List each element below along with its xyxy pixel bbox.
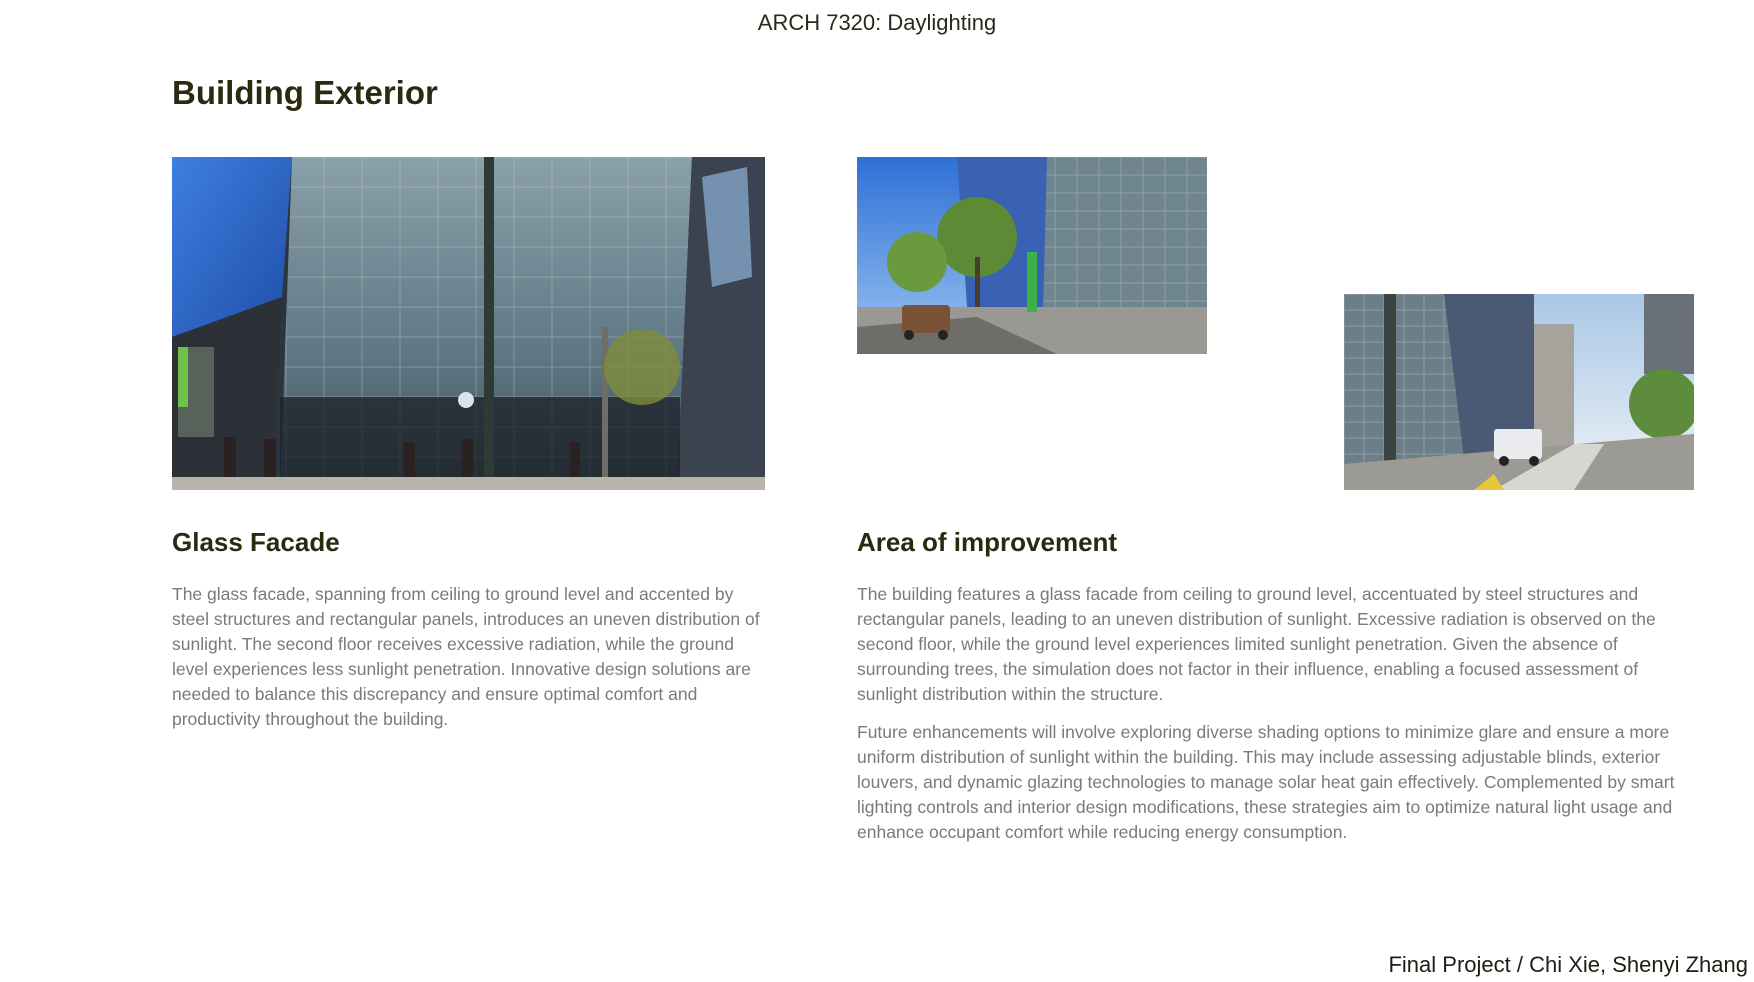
street-view-image [857, 157, 1207, 354]
glass-facade-text: The glass facade, spanning from ceiling to ground level and accented by steel structures and rectangular panels, introduces an uneven distribution of sunlight. The second floor receives excessive radiation, while the ground level experiences less sunlight penetration. Innovative design solutions are needed to balance this discrepancy and ensure optimal comfort and productivity throughout the building. [172, 584, 760, 729]
course-title: ARCH 7320: Daylighting [757, 10, 997, 35]
building-facade-image [172, 157, 765, 490]
page-title: Building Exterior [172, 74, 438, 111]
building-facade-photo [172, 157, 765, 490]
street-side-image [1344, 294, 1694, 490]
street-view-photo [857, 157, 1207, 354]
improvement-paragraph-2: Future enhancements will involve exploring diverse shading options to minimize glare and ensure a more uniform distribution of sunlight within the building. This may include assessing adjustable blinds, exterior louvers, and dynamic glazing technologies to manage solar heat gain effectively. Complemented by smart lighting controls and interior design modifications, these strategies aim to optimize natural light usage and enhance occupant comfort while reducing energy consumption. [857, 722, 1675, 842]
street-side-photo [1344, 294, 1694, 490]
improvement-paragraph-1: The building features a glass facade from ceiling to ground level, accentuated by steel structures and rectangular panels, leading to an uneven distribution of sunlight. Excessive radiation is observed on the second floor, while the ground level experiences limited sunlight penetration. Given the absence of surrounding trees, the simulation does not factor in their influence, enabling a focused assessment of sunlight distribution within the structure. [857, 584, 1656, 704]
improvement-heading: Area of improvement [857, 527, 1118, 557]
glass-facade-heading: Glass Facade [172, 527, 340, 557]
footer-credit: Final Project / Chi Xie, Shenyi Zhang [1388, 952, 1748, 977]
